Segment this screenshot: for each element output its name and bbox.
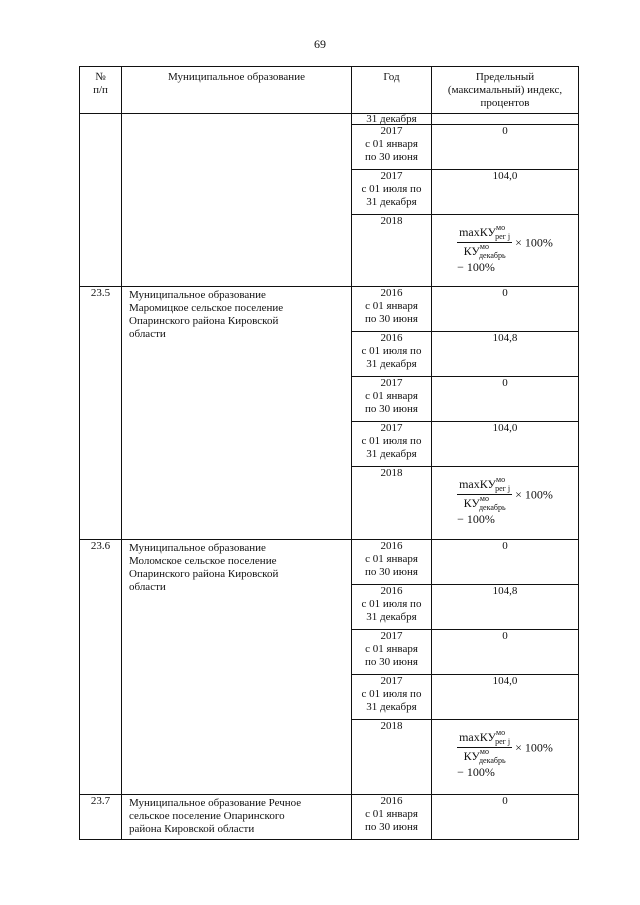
municipality-cell: Муниципальное образование Маромицкое сельское поселение Опаринского района Кировской области bbox=[122, 287, 352, 540]
index-cell: 0 bbox=[432, 630, 579, 675]
year-cell: 2018 bbox=[352, 720, 432, 795]
municipality-cell bbox=[122, 114, 352, 287]
tariff-index-table bbox=[79, 66, 579, 840]
header-year: Год bbox=[352, 67, 432, 114]
year-cell: 31 декабря bbox=[352, 114, 432, 125]
year-cell: 2017 с 01 июля по 31 декабря bbox=[352, 422, 432, 467]
index-cell bbox=[432, 114, 579, 125]
index-cell: 104,0 bbox=[432, 675, 579, 720]
index-cell: 104,0 bbox=[432, 170, 579, 215]
index-formula: $\frac{\max КУ^{мо}_{рег j}}{КУ^{мо}_{декабрь}}$ × 100% − 100% bbox=[457, 728, 553, 779]
table-row bbox=[80, 287, 579, 332]
table-row bbox=[80, 540, 579, 585]
index-cell: 0 bbox=[432, 795, 579, 840]
index-cell: 0 bbox=[432, 125, 579, 170]
index-cell: 0 bbox=[432, 540, 579, 585]
table-header-row bbox=[80, 67, 579, 114]
index-formula: $\frac{\max КУ^{мо}_{рег j}}{КУ^{мо}_{декабрь}}$ × 100% − 100% bbox=[457, 223, 553, 274]
municipality-cell: Муниципальное образование Речное сельское поселение Опаринского района Кировской области bbox=[122, 795, 352, 840]
num-cell: 23.7 bbox=[80, 795, 122, 840]
index-cell: 0 bbox=[432, 377, 579, 422]
year-cell: 2017 с 01 января по 30 июня bbox=[352, 630, 432, 675]
formula-cell bbox=[432, 720, 579, 795]
year-cell: 2018 bbox=[352, 215, 432, 287]
header-municipality: Муниципальное образование bbox=[122, 67, 352, 114]
year-cell: 2017 с 01 января по 30 июня bbox=[352, 377, 432, 422]
index-cell: 0 bbox=[432, 287, 579, 332]
year-cell: 2018 bbox=[352, 467, 432, 540]
num-cell: 23.5 bbox=[80, 287, 122, 540]
num-cell bbox=[80, 114, 122, 287]
index-cell: 104,0 bbox=[432, 422, 579, 467]
municipality-cell: Муниципальное образование Моломское сельское поселение Опаринского района Кировской области bbox=[122, 540, 352, 795]
page-number: 69 bbox=[314, 37, 326, 51]
index-cell: 104,8 bbox=[432, 332, 579, 377]
header-num: № п/п bbox=[80, 67, 122, 114]
year-cell: 2016 с 01 января по 30 июня bbox=[352, 287, 432, 332]
year-cell: 2016 с 01 января по 30 июня bbox=[352, 795, 432, 840]
index-cell: 104,8 bbox=[432, 585, 579, 630]
year-cell: 2016 с 01 января по 30 июня bbox=[352, 540, 432, 585]
year-cell: 2016 с 01 июля по 31 декабря bbox=[352, 585, 432, 630]
year-cell: 2017 с 01 июля по 31 декабря bbox=[352, 170, 432, 215]
index-formula: $\frac{\max КУ^{мо}_{рег j}}{КУ^{мо}_{декабрь}}$ × 100% − 100% bbox=[457, 475, 553, 526]
formula-cell bbox=[432, 215, 579, 287]
year-cell: 2017 с 01 января по 30 июня bbox=[352, 125, 432, 170]
table-row bbox=[80, 114, 579, 125]
header-index: Предельный (максимальный) индекс, процентов bbox=[432, 67, 579, 114]
num-cell: 23.6 bbox=[80, 540, 122, 795]
year-cell: 2016 с 01 июля по 31 декабря bbox=[352, 332, 432, 377]
formula-cell bbox=[432, 467, 579, 540]
year-cell: 2017 с 01 июля по 31 декабря bbox=[352, 675, 432, 720]
table-row bbox=[80, 795, 579, 840]
